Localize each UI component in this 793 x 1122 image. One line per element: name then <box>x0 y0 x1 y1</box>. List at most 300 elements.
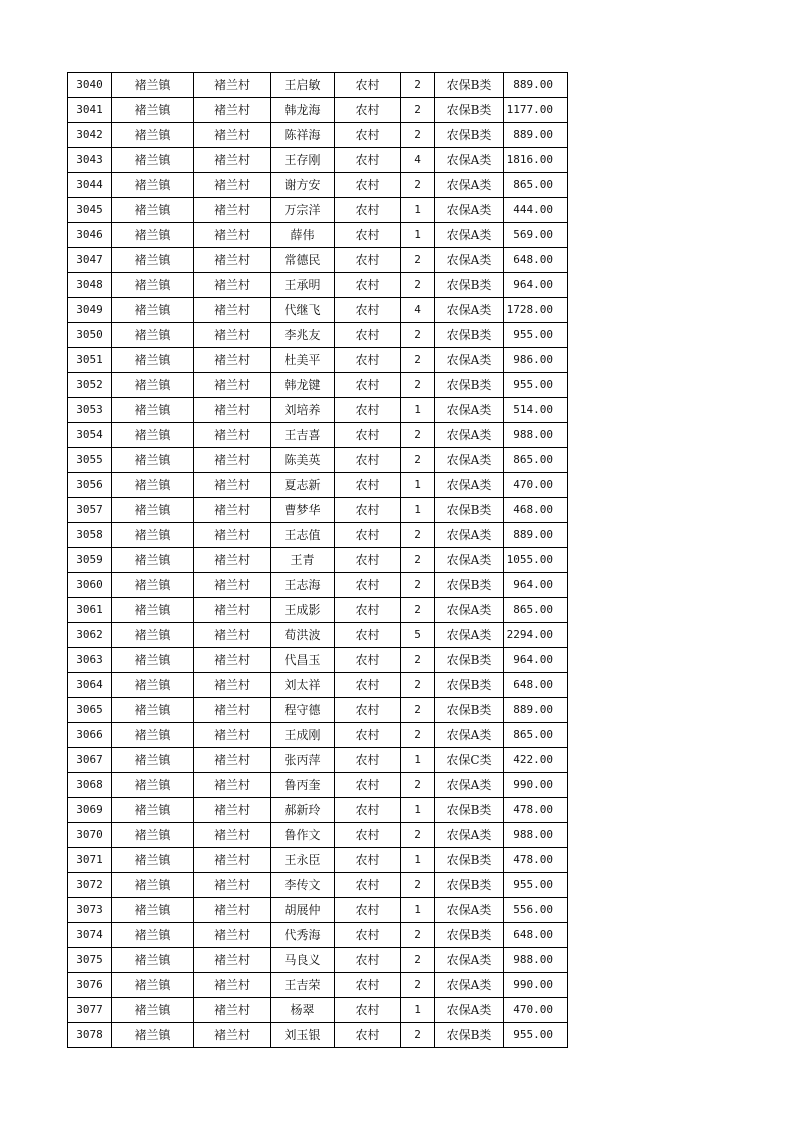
amount-cell: 865.00 <box>504 173 568 198</box>
amount-cell: 422.00 <box>504 748 568 773</box>
member-count-cell: 2 <box>401 673 435 698</box>
person-name-cell: 刘玉银 <box>271 1023 335 1048</box>
insurance-category-cell: 农保A类 <box>435 723 504 748</box>
member-count-cell: 2 <box>401 73 435 98</box>
table-row <box>68 798 568 823</box>
town-cell: 褚兰镇 <box>112 598 194 623</box>
insurance-category-cell: 农保B类 <box>435 1023 504 1048</box>
amount-cell: 470.00 <box>504 473 568 498</box>
amount-cell: 865.00 <box>504 723 568 748</box>
row-number: 3059 <box>68 548 112 573</box>
village-cell: 褚兰村 <box>194 573 271 598</box>
amount-cell: 648.00 <box>504 248 568 273</box>
person-name-cell: 王志值 <box>271 523 335 548</box>
amount-cell: 2294.00 <box>504 623 568 648</box>
member-count-cell: 2 <box>401 98 435 123</box>
person-name-cell: 王存刚 <box>271 148 335 173</box>
row-number: 3076 <box>68 973 112 998</box>
household-type-cell: 农村 <box>335 698 401 723</box>
town-cell: 褚兰镇 <box>112 473 194 498</box>
person-name-cell: 王青 <box>271 548 335 573</box>
amount-cell: 964.00 <box>504 648 568 673</box>
table-row <box>68 423 568 448</box>
person-name-cell: 王永臣 <box>271 848 335 873</box>
amount-cell: 964.00 <box>504 573 568 598</box>
insurance-category-cell: 农保B类 <box>435 848 504 873</box>
row-number: 3060 <box>68 573 112 598</box>
member-count-cell: 2 <box>401 248 435 273</box>
insurance-category-cell: 农保A类 <box>435 523 504 548</box>
row-number: 3068 <box>68 773 112 798</box>
village-cell: 褚兰村 <box>194 448 271 473</box>
household-type-cell: 农村 <box>335 1023 401 1048</box>
village-cell: 褚兰村 <box>194 973 271 998</box>
town-cell: 褚兰镇 <box>112 623 194 648</box>
person-name-cell: 郝新玲 <box>271 798 335 823</box>
insurance-category-cell: 农保A类 <box>435 948 504 973</box>
table-row <box>68 723 568 748</box>
table-row <box>68 823 568 848</box>
person-name-cell: 代秀海 <box>271 923 335 948</box>
insurance-category-cell: 农保B类 <box>435 73 504 98</box>
person-name-cell: 王承明 <box>271 273 335 298</box>
row-number: 3044 <box>68 173 112 198</box>
insurance-category-cell: 农保B类 <box>435 673 504 698</box>
member-count-cell: 2 <box>401 923 435 948</box>
row-number: 3067 <box>68 748 112 773</box>
village-cell: 褚兰村 <box>194 473 271 498</box>
row-number: 3048 <box>68 273 112 298</box>
member-count-cell: 4 <box>401 298 435 323</box>
insurance-category-cell: 农保A类 <box>435 223 504 248</box>
member-count-cell: 1 <box>401 848 435 873</box>
person-name-cell: 马良义 <box>271 948 335 973</box>
person-name-cell: 王启敏 <box>271 73 335 98</box>
village-cell: 褚兰村 <box>194 173 271 198</box>
town-cell: 褚兰镇 <box>112 573 194 598</box>
village-cell: 褚兰村 <box>194 323 271 348</box>
town-cell: 褚兰镇 <box>112 73 194 98</box>
household-type-cell: 农村 <box>335 448 401 473</box>
member-count-cell: 1 <box>401 398 435 423</box>
household-type-cell: 农村 <box>335 123 401 148</box>
insurance-category-cell: 农保A类 <box>435 298 504 323</box>
village-cell: 褚兰村 <box>194 248 271 273</box>
table-row <box>68 348 568 373</box>
insurance-category-cell: 农保B类 <box>435 123 504 148</box>
insurance-category-cell: 农保A类 <box>435 548 504 573</box>
person-name-cell: 王吉喜 <box>271 423 335 448</box>
amount-cell: 648.00 <box>504 923 568 948</box>
person-name-cell: 李传文 <box>271 873 335 898</box>
amount-cell: 889.00 <box>504 73 568 98</box>
row-number: 3058 <box>68 523 112 548</box>
table-row <box>68 223 568 248</box>
amount-cell: 1728.00 <box>504 298 568 323</box>
table-row <box>68 373 568 398</box>
village-cell: 褚兰村 <box>194 923 271 948</box>
town-cell: 褚兰镇 <box>112 98 194 123</box>
member-count-cell: 5 <box>401 623 435 648</box>
amount-cell: 955.00 <box>504 1023 568 1048</box>
household-type-cell: 农村 <box>335 373 401 398</box>
town-cell: 褚兰镇 <box>112 298 194 323</box>
amount-cell: 478.00 <box>504 798 568 823</box>
household-type-cell: 农村 <box>335 498 401 523</box>
amount-cell: 955.00 <box>504 873 568 898</box>
insurance-category-cell: 农保A类 <box>435 423 504 448</box>
insurance-category-cell: 农保A类 <box>435 623 504 648</box>
insurance-category-cell: 农保B类 <box>435 698 504 723</box>
row-number: 3055 <box>68 448 112 473</box>
insurance-category-cell: 农保A类 <box>435 773 504 798</box>
insurance-category-cell: 农保A类 <box>435 598 504 623</box>
person-name-cell: 王志海 <box>271 573 335 598</box>
row-number: 3040 <box>68 73 112 98</box>
person-name-cell: 王成影 <box>271 598 335 623</box>
member-count-cell: 2 <box>401 123 435 148</box>
household-type-cell: 农村 <box>335 248 401 273</box>
village-cell: 褚兰村 <box>194 773 271 798</box>
household-type-cell: 农村 <box>335 348 401 373</box>
member-count-cell: 2 <box>401 698 435 723</box>
table-row <box>68 998 568 1023</box>
insurance-category-cell: 农保B类 <box>435 98 504 123</box>
table-row <box>68 123 568 148</box>
person-name-cell: 薛伟 <box>271 223 335 248</box>
amount-cell: 889.00 <box>504 698 568 723</box>
town-cell: 褚兰镇 <box>112 323 194 348</box>
amount-cell: 988.00 <box>504 948 568 973</box>
table-row <box>68 748 568 773</box>
town-cell: 褚兰镇 <box>112 873 194 898</box>
amount-cell: 889.00 <box>504 523 568 548</box>
amount-cell: 955.00 <box>504 373 568 398</box>
household-type-cell: 农村 <box>335 673 401 698</box>
insurance-category-cell: 农保A类 <box>435 998 504 1023</box>
row-number: 3073 <box>68 898 112 923</box>
household-type-cell: 农村 <box>335 798 401 823</box>
person-name-cell: 荀洪波 <box>271 623 335 648</box>
row-number: 3046 <box>68 223 112 248</box>
person-name-cell: 王吉荣 <box>271 973 335 998</box>
amount-cell: 865.00 <box>504 448 568 473</box>
town-cell: 褚兰镇 <box>112 448 194 473</box>
amount-cell: 990.00 <box>504 973 568 998</box>
town-cell: 褚兰镇 <box>112 148 194 173</box>
insurance-category-cell: 农保B类 <box>435 648 504 673</box>
amount-cell: 648.00 <box>504 673 568 698</box>
village-cell: 褚兰村 <box>194 298 271 323</box>
village-cell: 褚兰村 <box>194 698 271 723</box>
village-cell: 褚兰村 <box>194 898 271 923</box>
person-name-cell: 张丙萍 <box>271 748 335 773</box>
member-count-cell: 1 <box>401 898 435 923</box>
village-cell: 褚兰村 <box>194 723 271 748</box>
household-type-cell: 农村 <box>335 898 401 923</box>
town-cell: 褚兰镇 <box>112 223 194 248</box>
town-cell: 褚兰镇 <box>112 248 194 273</box>
amount-cell: 468.00 <box>504 498 568 523</box>
household-type-cell: 农村 <box>335 398 401 423</box>
member-count-cell: 2 <box>401 548 435 573</box>
table-row <box>68 323 568 348</box>
amount-cell: 1055.00 <box>504 548 568 573</box>
amount-cell: 470.00 <box>504 998 568 1023</box>
town-cell: 褚兰镇 <box>112 723 194 748</box>
table-row <box>68 523 568 548</box>
row-number: 3077 <box>68 998 112 1023</box>
row-number: 3049 <box>68 298 112 323</box>
insurance-category-cell: 农保A类 <box>435 448 504 473</box>
table-row <box>68 698 568 723</box>
person-name-cell: 曹梦华 <box>271 498 335 523</box>
household-type-cell: 农村 <box>335 648 401 673</box>
insurance-category-cell: 农保B类 <box>435 373 504 398</box>
member-count-cell: 1 <box>401 198 435 223</box>
person-name-cell: 代昌玉 <box>271 648 335 673</box>
row-number: 3065 <box>68 698 112 723</box>
amount-cell: 569.00 <box>504 223 568 248</box>
table-row <box>68 648 568 673</box>
village-cell: 褚兰村 <box>194 198 271 223</box>
table-row <box>68 898 568 923</box>
amount-cell: 964.00 <box>504 273 568 298</box>
member-count-cell: 2 <box>401 723 435 748</box>
row-number: 3062 <box>68 623 112 648</box>
member-count-cell: 2 <box>401 873 435 898</box>
household-type-cell: 农村 <box>335 873 401 898</box>
insurance-category-cell: 农保A类 <box>435 198 504 223</box>
town-cell: 褚兰镇 <box>112 748 194 773</box>
table-row <box>68 298 568 323</box>
row-number: 3045 <box>68 198 112 223</box>
subsidy-roster-table <box>67 72 568 1048</box>
household-type-cell: 农村 <box>335 423 401 448</box>
person-name-cell: 胡展仲 <box>271 898 335 923</box>
town-cell: 褚兰镇 <box>112 848 194 873</box>
town-cell: 褚兰镇 <box>112 973 194 998</box>
table-row <box>68 398 568 423</box>
town-cell: 褚兰镇 <box>112 273 194 298</box>
member-count-cell: 2 <box>401 523 435 548</box>
row-number: 3041 <box>68 98 112 123</box>
row-number: 3074 <box>68 923 112 948</box>
member-count-cell: 2 <box>401 273 435 298</box>
amount-cell: 444.00 <box>504 198 568 223</box>
town-cell: 褚兰镇 <box>112 898 194 923</box>
household-type-cell: 农村 <box>335 323 401 348</box>
member-count-cell: 2 <box>401 423 435 448</box>
insurance-category-cell: 农保C类 <box>435 748 504 773</box>
row-number: 3054 <box>68 423 112 448</box>
insurance-category-cell: 农保A类 <box>435 473 504 498</box>
table-row <box>68 248 568 273</box>
town-cell: 褚兰镇 <box>112 798 194 823</box>
table-row <box>68 773 568 798</box>
table-row <box>68 923 568 948</box>
amount-cell: 988.00 <box>504 823 568 848</box>
row-number: 3063 <box>68 648 112 673</box>
insurance-category-cell: 农保A类 <box>435 398 504 423</box>
person-name-cell: 鲁丙奎 <box>271 773 335 798</box>
amount-cell: 955.00 <box>504 323 568 348</box>
amount-cell: 478.00 <box>504 848 568 873</box>
village-cell: 褚兰村 <box>194 673 271 698</box>
table-row <box>68 673 568 698</box>
table-row <box>68 598 568 623</box>
village-cell: 褚兰村 <box>194 498 271 523</box>
member-count-cell: 2 <box>401 448 435 473</box>
person-name-cell: 杨翠 <box>271 998 335 1023</box>
household-type-cell: 农村 <box>335 173 401 198</box>
roster-body <box>68 73 568 1048</box>
insurance-category-cell: 农保A类 <box>435 348 504 373</box>
household-type-cell: 农村 <box>335 523 401 548</box>
household-type-cell: 农村 <box>335 573 401 598</box>
village-cell: 褚兰村 <box>194 623 271 648</box>
person-name-cell: 陈祥海 <box>271 123 335 148</box>
person-name-cell: 刘太祥 <box>271 673 335 698</box>
table-row <box>68 948 568 973</box>
village-cell: 褚兰村 <box>194 73 271 98</box>
insurance-category-cell: 农保B类 <box>435 923 504 948</box>
village-cell: 褚兰村 <box>194 648 271 673</box>
member-count-cell: 1 <box>401 473 435 498</box>
household-type-cell: 农村 <box>335 598 401 623</box>
person-name-cell: 代继飞 <box>271 298 335 323</box>
village-cell: 褚兰村 <box>194 823 271 848</box>
insurance-category-cell: 农保A类 <box>435 148 504 173</box>
person-name-cell: 万宗洋 <box>271 198 335 223</box>
insurance-category-cell: 农保B类 <box>435 873 504 898</box>
member-count-cell: 2 <box>401 823 435 848</box>
table-row <box>68 473 568 498</box>
village-cell: 褚兰村 <box>194 98 271 123</box>
member-count-cell: 1 <box>401 223 435 248</box>
table-row <box>68 1023 568 1048</box>
table-row <box>68 73 568 98</box>
person-name-cell: 常德民 <box>271 248 335 273</box>
village-cell: 褚兰村 <box>194 423 271 448</box>
person-name-cell: 夏志新 <box>271 473 335 498</box>
village-cell: 褚兰村 <box>194 348 271 373</box>
household-type-cell: 农村 <box>335 548 401 573</box>
row-number: 3057 <box>68 498 112 523</box>
table-row <box>68 148 568 173</box>
member-count-cell: 2 <box>401 1023 435 1048</box>
member-count-cell: 4 <box>401 148 435 173</box>
town-cell: 褚兰镇 <box>112 173 194 198</box>
member-count-cell: 2 <box>401 373 435 398</box>
member-count-cell: 1 <box>401 998 435 1023</box>
insurance-category-cell: 农保B类 <box>435 498 504 523</box>
amount-cell: 514.00 <box>504 398 568 423</box>
household-type-cell: 农村 <box>335 823 401 848</box>
person-name-cell: 鲁作文 <box>271 823 335 848</box>
row-number: 3052 <box>68 373 112 398</box>
town-cell: 褚兰镇 <box>112 373 194 398</box>
village-cell: 褚兰村 <box>194 373 271 398</box>
row-number: 3070 <box>68 823 112 848</box>
village-cell: 褚兰村 <box>194 848 271 873</box>
town-cell: 褚兰镇 <box>112 698 194 723</box>
household-type-cell: 农村 <box>335 723 401 748</box>
amount-cell: 1177.00 <box>504 98 568 123</box>
row-number: 3047 <box>68 248 112 273</box>
table-row <box>68 273 568 298</box>
insurance-category-cell: 农保B类 <box>435 798 504 823</box>
member-count-cell: 2 <box>401 973 435 998</box>
person-name-cell: 陈美英 <box>271 448 335 473</box>
member-count-cell: 2 <box>401 648 435 673</box>
household-type-cell: 农村 <box>335 473 401 498</box>
amount-cell: 986.00 <box>504 348 568 373</box>
person-name-cell: 刘培养 <box>271 398 335 423</box>
household-type-cell: 农村 <box>335 623 401 648</box>
household-type-cell: 农村 <box>335 848 401 873</box>
village-cell: 褚兰村 <box>194 748 271 773</box>
amount-cell: 556.00 <box>504 898 568 923</box>
village-cell: 褚兰村 <box>194 948 271 973</box>
amount-cell: 988.00 <box>504 423 568 448</box>
table-row <box>68 198 568 223</box>
row-number: 3056 <box>68 473 112 498</box>
row-number: 3072 <box>68 873 112 898</box>
household-type-cell: 农村 <box>335 223 401 248</box>
member-count-cell: 2 <box>401 598 435 623</box>
town-cell: 褚兰镇 <box>112 923 194 948</box>
person-name-cell: 谢方安 <box>271 173 335 198</box>
person-name-cell: 韩龙海 <box>271 98 335 123</box>
household-type-cell: 农村 <box>335 273 401 298</box>
row-number: 3050 <box>68 323 112 348</box>
town-cell: 褚兰镇 <box>112 648 194 673</box>
town-cell: 褚兰镇 <box>112 123 194 148</box>
village-cell: 褚兰村 <box>194 123 271 148</box>
town-cell: 褚兰镇 <box>112 498 194 523</box>
row-number: 3042 <box>68 123 112 148</box>
member-count-cell: 1 <box>401 498 435 523</box>
table-row <box>68 98 568 123</box>
table-row <box>68 873 568 898</box>
village-cell: 褚兰村 <box>194 598 271 623</box>
village-cell: 褚兰村 <box>194 398 271 423</box>
table-row <box>68 448 568 473</box>
town-cell: 褚兰镇 <box>112 1023 194 1048</box>
town-cell: 褚兰镇 <box>112 673 194 698</box>
household-type-cell: 农村 <box>335 923 401 948</box>
village-cell: 褚兰村 <box>194 998 271 1023</box>
row-number: 3071 <box>68 848 112 873</box>
town-cell: 褚兰镇 <box>112 348 194 373</box>
household-type-cell: 农村 <box>335 998 401 1023</box>
town-cell: 褚兰镇 <box>112 948 194 973</box>
table-row <box>68 498 568 523</box>
row-number: 3075 <box>68 948 112 973</box>
member-count-cell: 1 <box>401 798 435 823</box>
member-count-cell: 2 <box>401 948 435 973</box>
town-cell: 褚兰镇 <box>112 423 194 448</box>
insurance-category-cell: 农保B类 <box>435 273 504 298</box>
village-cell: 褚兰村 <box>194 523 271 548</box>
row-number: 3051 <box>68 348 112 373</box>
household-type-cell: 农村 <box>335 73 401 98</box>
insurance-category-cell: 农保A类 <box>435 248 504 273</box>
village-cell: 褚兰村 <box>194 798 271 823</box>
town-cell: 褚兰镇 <box>112 398 194 423</box>
household-type-cell: 农村 <box>335 973 401 998</box>
